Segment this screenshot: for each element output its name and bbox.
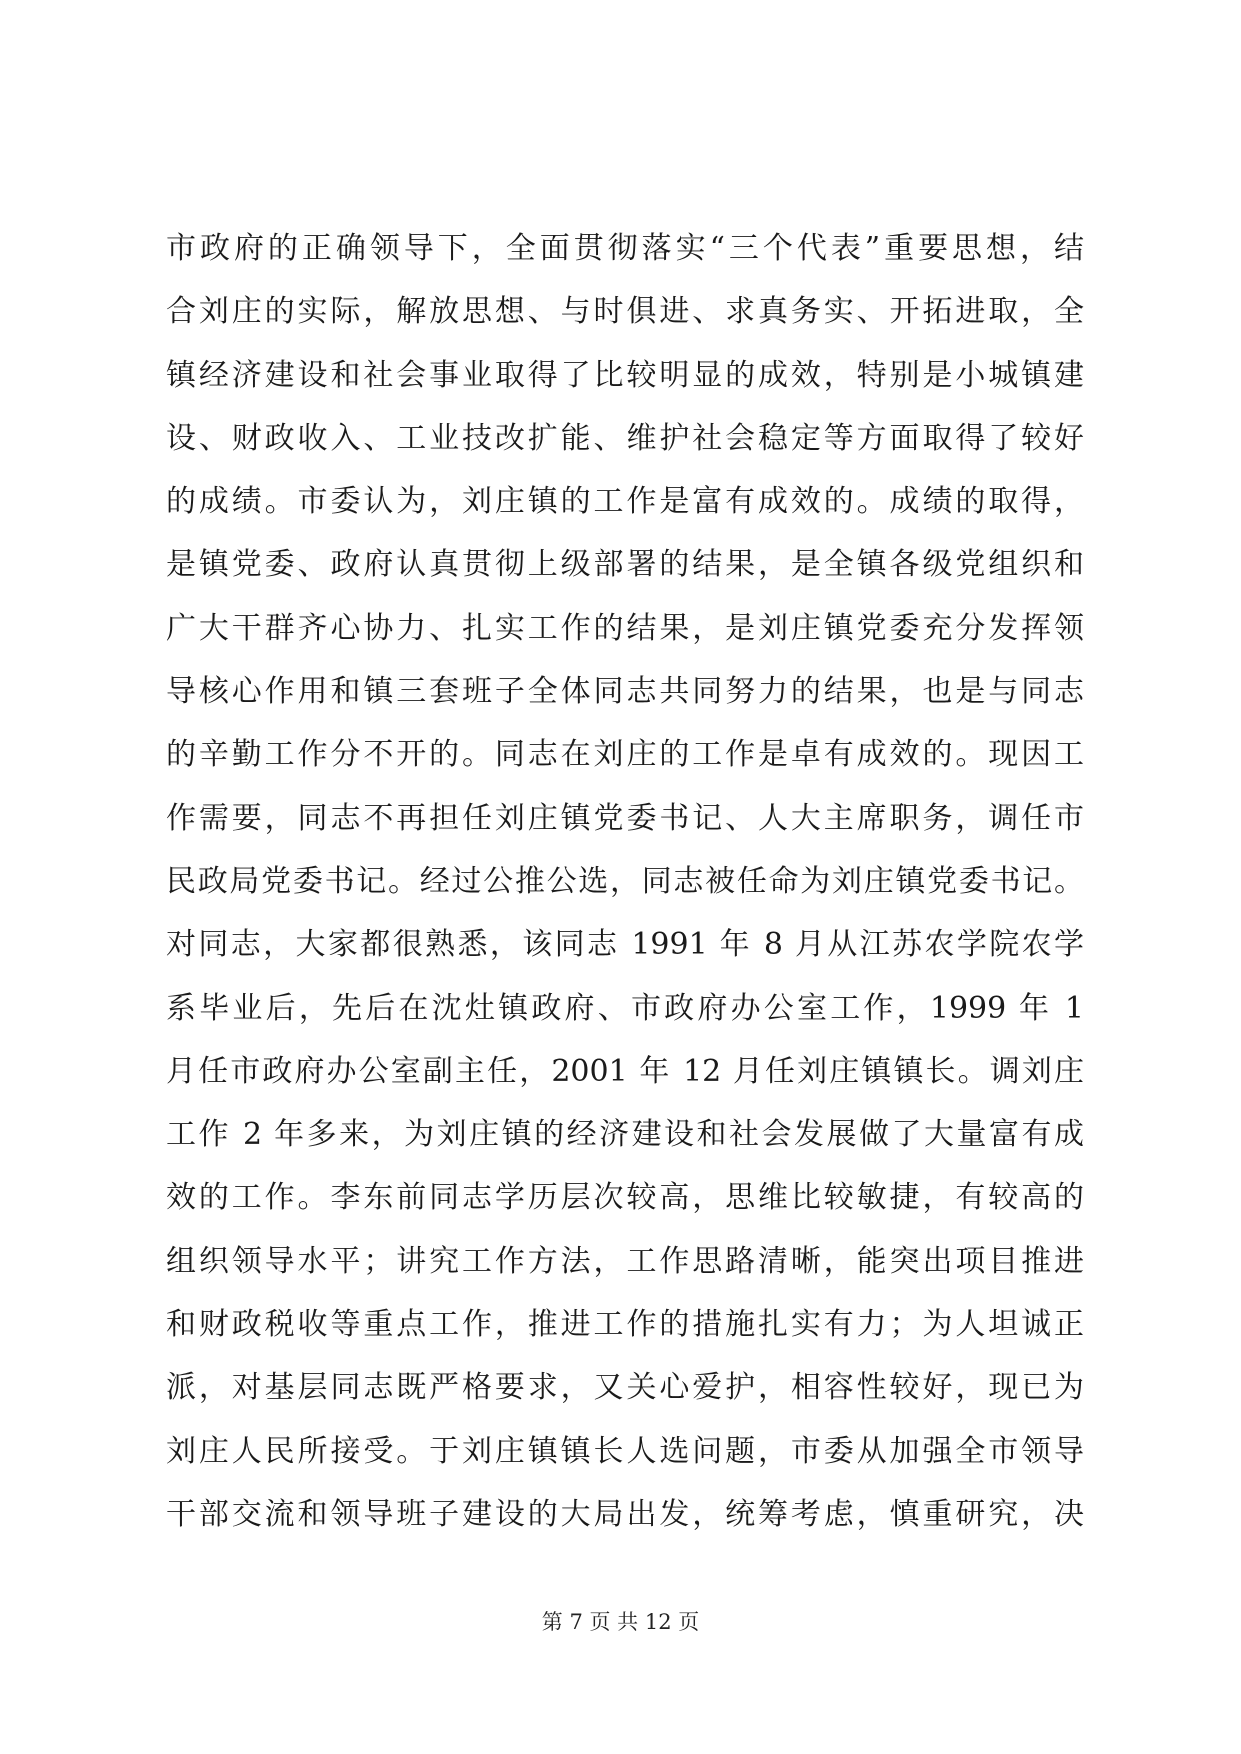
text-line: 的辛勤工作分不开的。同志在刘庄的工作是卓有成效的。现因工	[166, 737, 1084, 773]
text-line: 设、财政收入、工业技改扩能、维护社会稳定等方面取得了较好	[166, 420, 1084, 456]
text-line: 广大干群齐心协力、扎实工作的结果，是刘庄镇党委充分发挥领	[166, 610, 1084, 646]
text-line: 干部交流和领导班子建设的大局出发，统筹考虑，慎重研究，决	[166, 1496, 1084, 1532]
text-line: 的成绩。市委认为，刘庄镇的工作是富有成效的。成绩的取得，	[166, 484, 1084, 520]
text-line: 月任市政府办公室副主任，2001 年 12 月任刘庄镇镇长。调刘庄	[166, 1053, 1084, 1089]
body-text	[166, 228, 1084, 1557]
text-line: 系毕业后，先后在沈灶镇政府、市政府办公室工作，1999 年 1	[166, 990, 1084, 1026]
text-line: 合刘庄的实际，解放思想、与时俱进、求真务实、开拓进取，全	[166, 294, 1084, 330]
text-line: 组织领导水平；讲究工作方法，工作思路清晰，能突出项目推进	[166, 1243, 1084, 1279]
text-line: 市政府的正确领导下，全面贯彻落实“三个代表”重要思想，结	[166, 231, 1084, 266]
text-line: 对同志，大家都很熟悉，该同志 1991 年 8 月从江苏农学院农学	[166, 927, 1084, 963]
text-line: 和财政税收等重点工作，推进工作的措施扎实有力；为人坦诚正	[166, 1307, 1084, 1343]
page-number-footer: 第 7 页 共 12 页	[541, 1610, 700, 1634]
text-line: 刘庄人民所接受。于刘庄镇镇长人选问题，市委从加强全市领导	[166, 1433, 1084, 1469]
text-line: 导核心作用和镇三套班子全体同志共同努力的结果，也是与同志	[166, 674, 1084, 710]
text-line: 民政局党委书记。经过公推公选，同志被任命为刘庄镇党委书记。	[166, 863, 1084, 899]
text-line: 作需要，同志不再担任刘庄镇党委书记、人大主席职务，调任市	[166, 800, 1084, 836]
text-line: 工作 2 年多来，为刘庄镇的经济建设和社会发展做了大量富有成	[166, 1117, 1084, 1153]
text-line: 效的工作。李东前同志学历层次较高，思维比较敏捷，有较高的	[166, 1180, 1084, 1216]
text-line: 镇经济建设和社会事业取得了比较明显的成效，特别是小城镇建	[166, 357, 1084, 393]
text-line: 派，对基层同志既严格要求，又关心爱护，相容性较好，现已为	[166, 1370, 1084, 1406]
text-line: 是镇党委、政府认真贯彻上级部署的结果，是全镇各级党组织和	[166, 547, 1084, 583]
